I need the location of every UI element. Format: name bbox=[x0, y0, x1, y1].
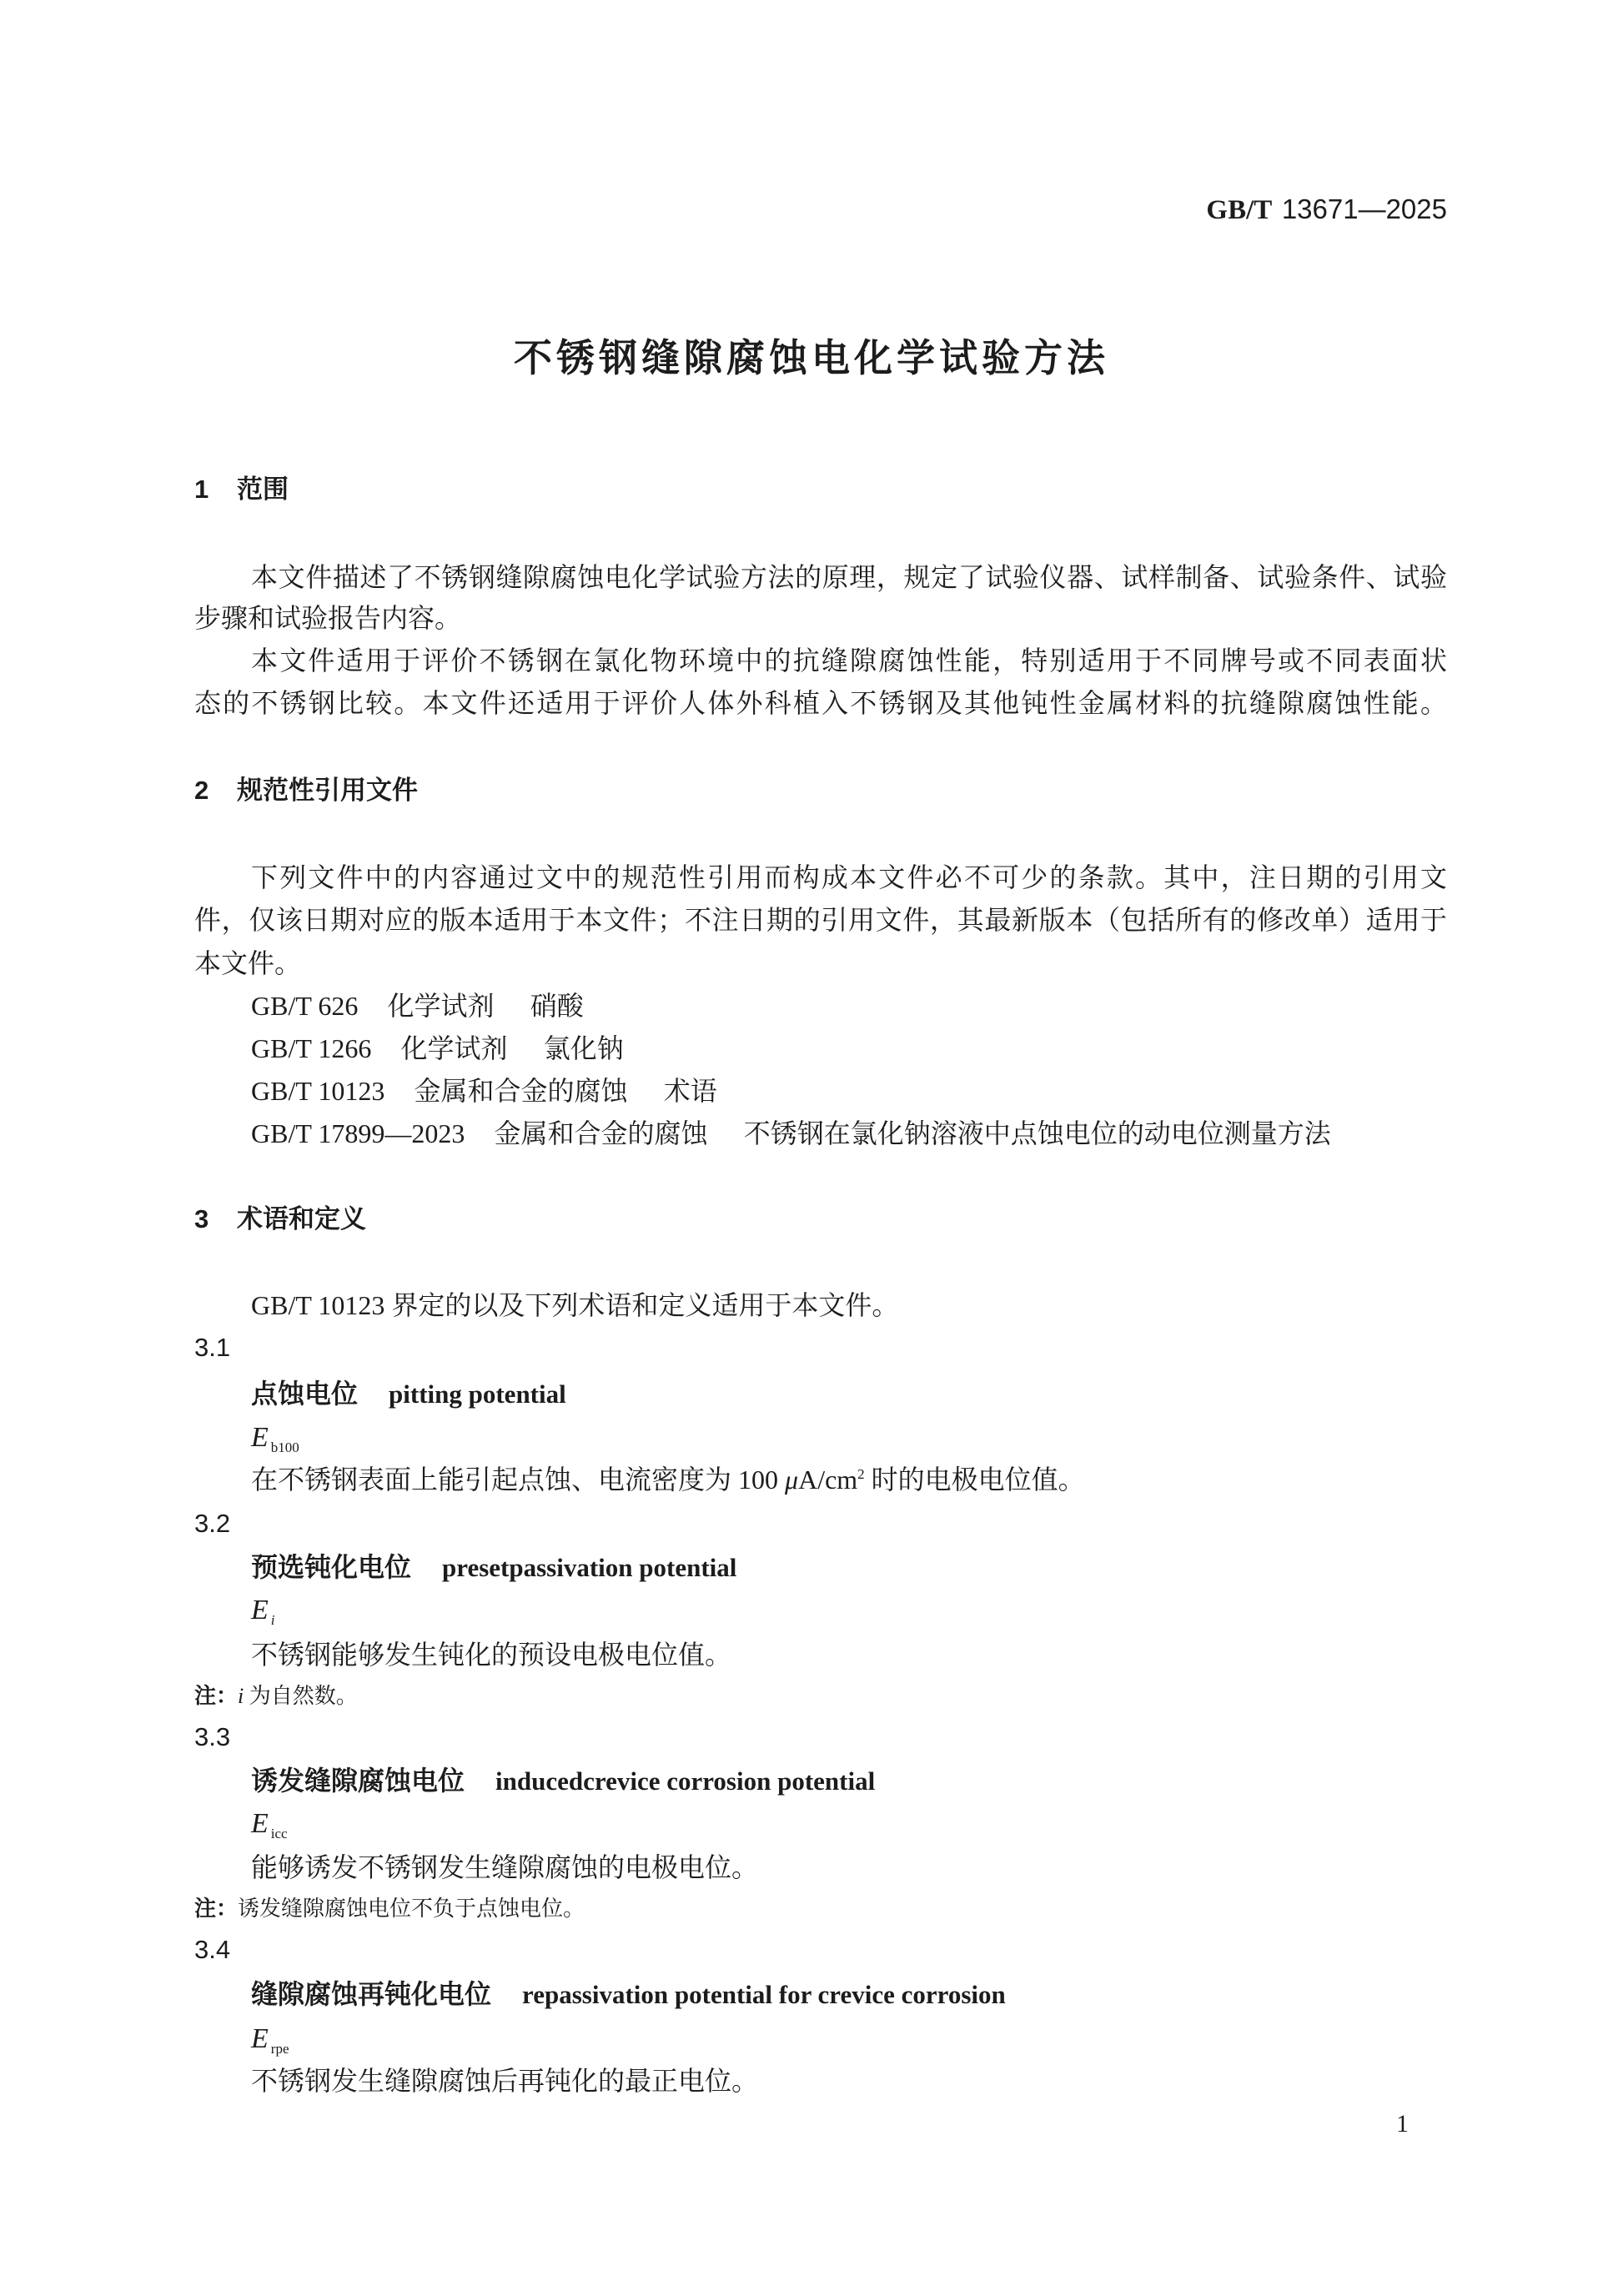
definition-text: 时的电极电位值。 bbox=[864, 1465, 1085, 1495]
standard-number: 13671—2025 bbox=[1281, 193, 1447, 224]
term-english: pitting potential bbox=[389, 1379, 566, 1409]
reference-item bbox=[251, 1073, 717, 1109]
term-chinese: 缝隙腐蚀再钝化电位 bbox=[251, 1979, 492, 2009]
term-chinese: 预选钝化电位 bbox=[251, 1552, 412, 1582]
term-entry bbox=[251, 1549, 736, 1585]
term-definition: 能够诱发不锈钢发生缝隙腐蚀的电极电位。 bbox=[251, 1852, 759, 1882]
reference-code: GB/T 1266 bbox=[251, 1033, 372, 1063]
section-title: 范围 bbox=[237, 475, 289, 504]
symbol-subscript: rpe bbox=[270, 2041, 289, 2057]
term-chinese: 点蚀电位 bbox=[251, 1379, 359, 1409]
definition-text: 在不锈钢表面上能引起点蚀、电流密度为 100 bbox=[251, 1465, 786, 1495]
references-paragraph-line-3: 本文件。 bbox=[194, 948, 302, 978]
references-paragraph-line-2: 件，仅该日期对应的版本适用于本文件；不注日期的引用文件，其最新版本（包括所有的修改单）适用于 bbox=[194, 905, 1447, 935]
term-note bbox=[194, 1677, 358, 1714]
section-1-heading bbox=[194, 471, 289, 508]
symbol-subscript: icc bbox=[270, 1826, 288, 1841]
reference-item bbox=[251, 1030, 624, 1067]
section-2-heading bbox=[194, 772, 418, 809]
scope-paragraph-2-line-2: 态的不锈钢比较。本文件还适用于评价人体外科植入不锈钢及其他钝性金属材料的抗缝隙腐蚀性能。 bbox=[194, 688, 1447, 718]
symbol-letter: E bbox=[251, 1808, 269, 1839]
section-title: 术语和定义 bbox=[237, 1204, 366, 1233]
clause-number: 3.4 bbox=[194, 1935, 231, 1964]
unit-text: A/cm bbox=[798, 1465, 858, 1495]
symbol-subscript: b100 bbox=[270, 1439, 299, 1455]
reference-item bbox=[251, 987, 584, 1024]
term-definition: 不锈钢发生缝隙腐蚀后再钝化的最正电位。 bbox=[251, 2066, 759, 2096]
term-symbol bbox=[251, 1419, 299, 1455]
reference-code: GB/T 10123 bbox=[251, 1076, 385, 1106]
term-chinese: 诱发缝隙腐蚀电位 bbox=[251, 1766, 465, 1796]
unit-superscript: 2 bbox=[857, 1466, 865, 1482]
symbol-letter: E bbox=[251, 1595, 269, 1625]
note-text: 诱发缝隙腐蚀电位不负于点蚀电位。 bbox=[238, 1897, 585, 1921]
reference-title-part: 金属和合金的腐蚀 bbox=[494, 1118, 708, 1148]
standard-prefix: GB/T bbox=[1206, 195, 1273, 225]
section-3-heading bbox=[194, 1201, 366, 1238]
term-symbol bbox=[251, 1591, 275, 1628]
reference-code: GB/T 626 bbox=[251, 991, 359, 1021]
scope-paragraph-2-line-1: 本文件适用于评价不锈钢在氯化物环境中的抗缝隙腐蚀性能，特别适用于不同牌号或不同表面状 bbox=[251, 646, 1447, 676]
term-symbol bbox=[251, 2020, 289, 2057]
term-english: repassivation potential for crevice corrosion bbox=[522, 1980, 1006, 2009]
clause-number: 3.2 bbox=[194, 1509, 231, 1538]
reference-code: GB/T 17899—2023 bbox=[251, 1118, 465, 1148]
note-label: 注： bbox=[194, 1683, 239, 1708]
term-entry bbox=[251, 1762, 875, 1799]
document-title: 不锈钢缝隙腐蚀电化学试验方法 bbox=[514, 336, 1109, 379]
references-paragraph-line-1: 下列文件中的内容通过文中的规范性引用而构成本文件必不可少的条款。其中，注日期的引用文 bbox=[251, 862, 1447, 892]
reference-title-part: 术语 bbox=[663, 1076, 717, 1106]
term-entry bbox=[251, 1976, 1006, 2012]
section-number: 3 bbox=[194, 1204, 209, 1233]
reference-title-part: 氯化钠 bbox=[543, 1033, 624, 1063]
scope-paragraph-1-line-2: 步骤和试验报告内容。 bbox=[194, 603, 462, 633]
reference-title-part: 化学试剂 bbox=[400, 1033, 508, 1063]
section-number: 2 bbox=[194, 776, 209, 805]
clause-number: 3.1 bbox=[194, 1333, 231, 1362]
symbol-letter: E bbox=[251, 2023, 269, 2054]
reference-title-part: 不锈钢在氯化钠溶液中点蚀电位的动电位测量方法 bbox=[743, 1118, 1331, 1148]
section-title: 规范性引用文件 bbox=[237, 776, 418, 805]
term-symbol bbox=[251, 1805, 288, 1841]
section-number: 1 bbox=[194, 475, 209, 504]
symbol-subscript: i bbox=[270, 1612, 275, 1628]
term-english: inducedcrevice corrosion potential bbox=[495, 1766, 876, 1796]
terms-intro: GB/T 10123 界定的以及下列术语和定义适用于本文件。 bbox=[251, 1290, 899, 1320]
note-label: 注： bbox=[194, 1896, 239, 1921]
note-variable: i bbox=[238, 1684, 244, 1708]
term-entry bbox=[251, 1375, 566, 1412]
note-text: 为自然数。 bbox=[244, 1684, 358, 1708]
scope-paragraph-1-line-1: 本文件描述了不锈钢缝隙腐蚀电化学试验方法的原理，规定了试验仪器、试样制备、试验条件、试验 bbox=[251, 562, 1447, 592]
reference-item bbox=[251, 1115, 1331, 1152]
page-number: 1 bbox=[1396, 2110, 1409, 2138]
reference-title-part: 金属和合金的腐蚀 bbox=[414, 1076, 628, 1106]
term-definition: 不锈钢能够发生钝化的预设电极电位值。 bbox=[251, 1640, 732, 1670]
standard-code-header bbox=[1206, 191, 1447, 228]
term-definition bbox=[251, 1461, 1085, 1498]
unit-prefix-mu: μ bbox=[785, 1465, 799, 1495]
term-english: presetpassivation potential bbox=[442, 1553, 737, 1582]
reference-title-part: 化学试剂 bbox=[387, 991, 495, 1021]
term-note bbox=[194, 1890, 585, 1927]
reference-title-part: 硝酸 bbox=[530, 991, 584, 1021]
clause-number: 3.3 bbox=[194, 1722, 231, 1751]
symbol-letter: E bbox=[251, 1422, 269, 1453]
